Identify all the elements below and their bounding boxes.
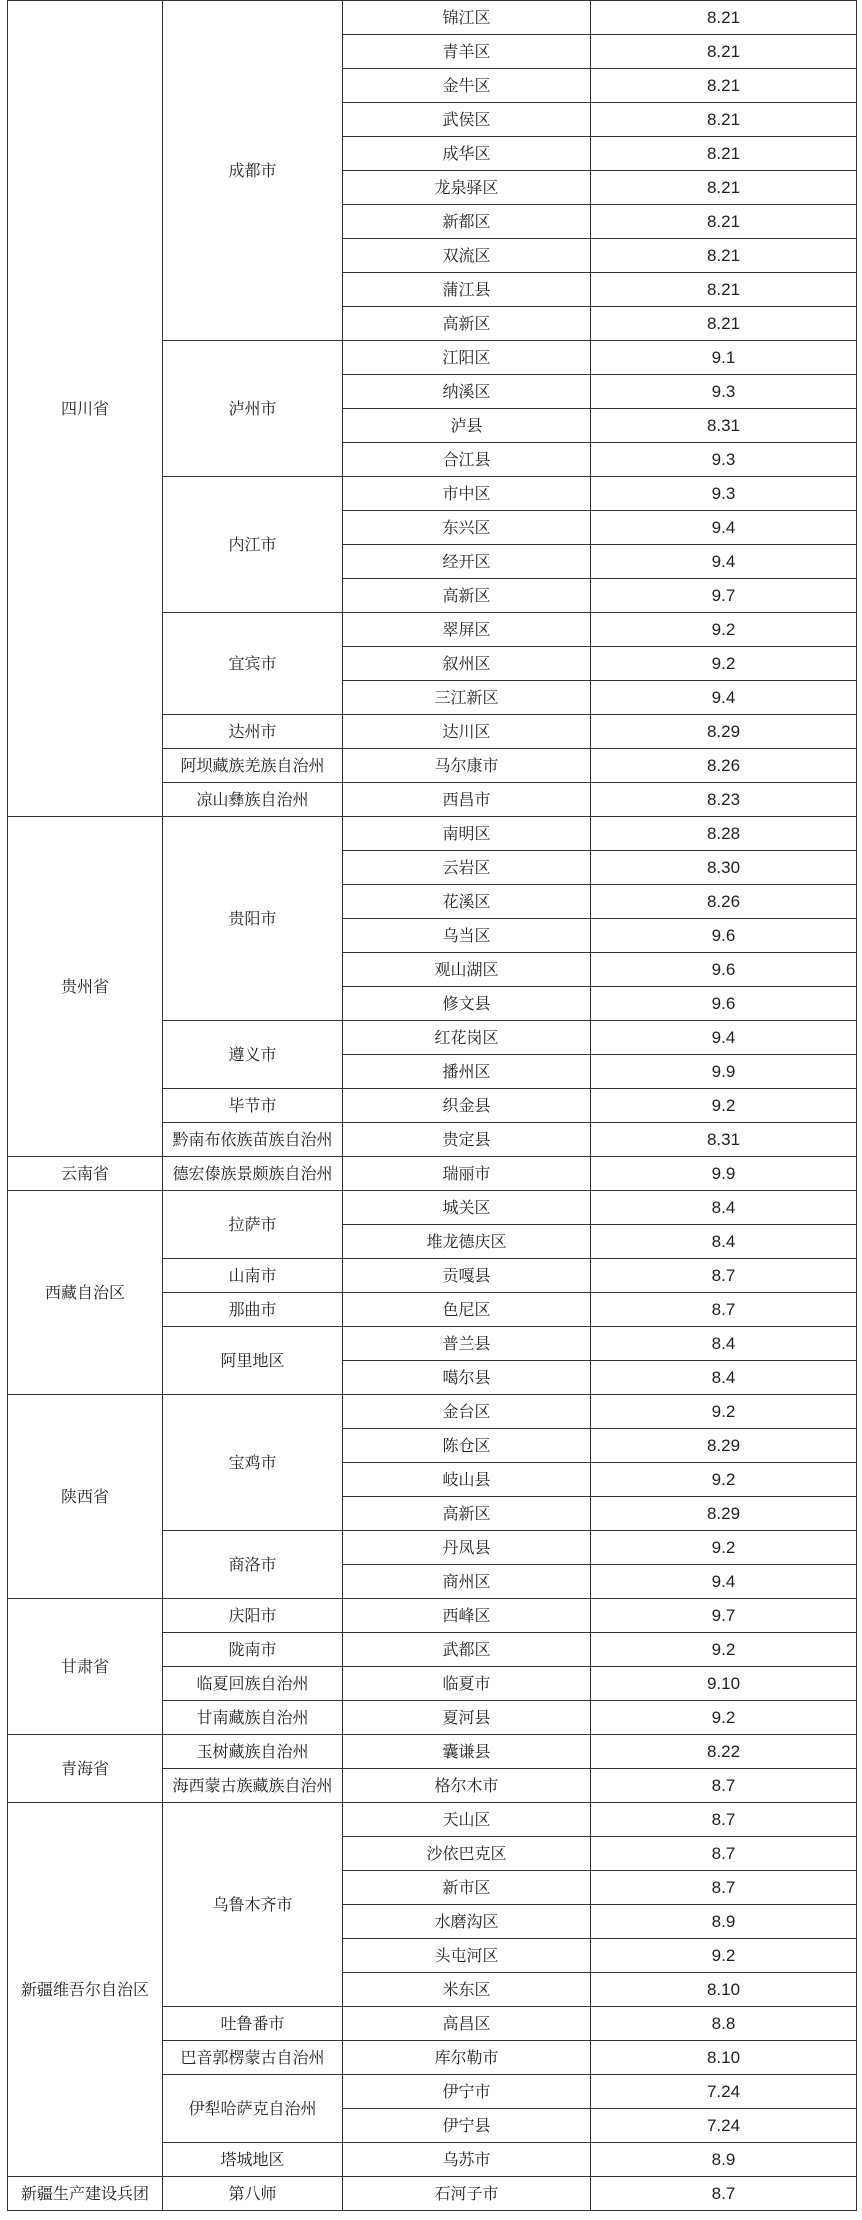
district-cell: 观山湖区 — [343, 953, 591, 987]
date-value-cell: 9.9 — [591, 1157, 857, 1191]
date-value-cell: 9.2 — [591, 1633, 857, 1667]
district-cell: 经开区 — [343, 545, 591, 579]
table-row — [8, 1599, 857, 1633]
city-cell: 第八师 — [163, 2177, 343, 2211]
date-value-cell: 8.21 — [591, 137, 857, 171]
district-cell: 红花岗区 — [343, 1021, 591, 1055]
date-value-cell: 8.7 — [591, 1259, 857, 1293]
district-cell: 泸县 — [343, 409, 591, 443]
city-cell: 临夏回族自治州 — [163, 1667, 343, 1701]
district-cell: 格尔木市 — [343, 1769, 591, 1803]
table-body — [8, 1, 857, 2211]
date-value-cell: 8.21 — [591, 239, 857, 273]
district-cell: 三江新区 — [343, 681, 591, 715]
date-value-cell: 8.21 — [591, 205, 857, 239]
date-value-cell: 9.2 — [591, 1089, 857, 1123]
district-cell: 高新区 — [343, 579, 591, 613]
city-cell: 遵义市 — [163, 1021, 343, 1089]
table-row — [8, 1803, 857, 1837]
date-value-cell: 9.2 — [591, 1701, 857, 1735]
district-cell: 马尔康市 — [343, 749, 591, 783]
data-table-container — [7, 0, 856, 2211]
district-cell: 武都区 — [343, 1633, 591, 1667]
district-cell: 新都区 — [343, 205, 591, 239]
table-row — [8, 1395, 857, 1429]
district-cell: 米东区 — [343, 1973, 591, 2007]
table-row — [8, 817, 857, 851]
district-cell: 龙泉驿区 — [343, 171, 591, 205]
city-cell: 宝鸡市 — [163, 1395, 343, 1531]
date-value-cell: 8.10 — [591, 2041, 857, 2075]
date-value-cell: 8.21 — [591, 171, 857, 205]
date-value-cell: 9.6 — [591, 953, 857, 987]
date-value-cell: 8.31 — [591, 1123, 857, 1157]
date-value-cell: 8.22 — [591, 1735, 857, 1769]
district-cell: 成华区 — [343, 137, 591, 171]
date-value-cell: 9.10 — [591, 1667, 857, 1701]
date-value-cell: 9.4 — [591, 681, 857, 715]
district-cell: 天山区 — [343, 1803, 591, 1837]
date-value-cell: 8.21 — [591, 1, 857, 35]
district-cell: 高新区 — [343, 307, 591, 341]
date-value-cell: 8.21 — [591, 69, 857, 103]
district-cell: 贵定县 — [343, 1123, 591, 1157]
district-cell: 瑞丽市 — [343, 1157, 591, 1191]
city-cell: 商洛市 — [163, 1531, 343, 1599]
city-cell: 吐鲁番市 — [163, 2007, 343, 2041]
city-cell: 达州市 — [163, 715, 343, 749]
date-value-cell: 8.4 — [591, 1225, 857, 1259]
date-value-cell: 8.9 — [591, 2143, 857, 2177]
date-value-cell: 9.2 — [591, 613, 857, 647]
date-value-cell: 7.24 — [591, 2075, 857, 2109]
date-value-cell: 8.4 — [591, 1327, 857, 1361]
city-cell: 泸州市 — [163, 341, 343, 477]
district-cell: 堆龙德庆区 — [343, 1225, 591, 1259]
date-value-cell: 8.4 — [591, 1191, 857, 1225]
date-value-cell: 8.7 — [591, 1803, 857, 1837]
district-cell: 江阳区 — [343, 341, 591, 375]
date-value-cell: 9.3 — [591, 477, 857, 511]
table-row — [8, 1, 857, 35]
district-cell: 临夏市 — [343, 1667, 591, 1701]
date-value-cell: 8.28 — [591, 817, 857, 851]
district-cell: 锦江区 — [343, 1, 591, 35]
district-cell: 岐山县 — [343, 1463, 591, 1497]
date-value-cell: 8.7 — [591, 1871, 857, 1905]
district-cell: 囊谦县 — [343, 1735, 591, 1769]
date-value-cell: 9.7 — [591, 579, 857, 613]
date-value-cell: 9.2 — [591, 647, 857, 681]
city-cell: 陇南市 — [163, 1633, 343, 1667]
date-value-cell: 9.3 — [591, 443, 857, 477]
date-value-cell: 8.7 — [591, 1837, 857, 1871]
province-cell: 甘肃省 — [8, 1599, 163, 1735]
date-value-cell: 9.4 — [591, 545, 857, 579]
table-row — [8, 1157, 857, 1191]
date-value-cell: 8.4 — [591, 1361, 857, 1395]
city-cell: 德宏傣族景颇族自治州 — [163, 1157, 343, 1191]
district-cell: 噶尔县 — [343, 1361, 591, 1395]
date-value-cell: 7.24 — [591, 2109, 857, 2143]
district-cell: 商州区 — [343, 1565, 591, 1599]
date-value-cell: 8.29 — [591, 1429, 857, 1463]
province-cell: 新疆生产建设兵团 — [8, 2177, 163, 2211]
district-cell: 高新区 — [343, 1497, 591, 1531]
date-value-cell: 9.3 — [591, 375, 857, 409]
date-value-cell: 8.7 — [591, 1293, 857, 1327]
district-cell: 青羊区 — [343, 35, 591, 69]
city-cell: 成都市 — [163, 1, 343, 341]
city-cell: 宜宾市 — [163, 613, 343, 715]
date-value-cell: 8.26 — [591, 885, 857, 919]
date-value-cell: 9.4 — [591, 1565, 857, 1599]
date-value-cell: 9.6 — [591, 919, 857, 953]
province-cell: 新疆维吾尔自治区 — [8, 1803, 163, 2177]
table-row — [8, 1191, 857, 1225]
date-value-cell: 9.1 — [591, 341, 857, 375]
date-value-cell: 9.2 — [591, 1395, 857, 1429]
city-cell: 巴音郭楞蒙古自治州 — [163, 2041, 343, 2075]
district-cell: 合江县 — [343, 443, 591, 477]
date-value-cell: 8.21 — [591, 273, 857, 307]
district-cell: 市中区 — [343, 477, 591, 511]
province-cell: 陕西省 — [8, 1395, 163, 1599]
district-cell: 蒲江县 — [343, 273, 591, 307]
region-date-table — [7, 0, 857, 2211]
date-value-cell: 9.9 — [591, 1055, 857, 1089]
date-value-cell: 8.9 — [591, 1905, 857, 1939]
province-cell: 青海省 — [8, 1735, 163, 1803]
city-cell: 玉树藏族自治州 — [163, 1735, 343, 1769]
district-cell: 叙州区 — [343, 647, 591, 681]
date-value-cell: 8.7 — [591, 1769, 857, 1803]
date-value-cell: 8.23 — [591, 783, 857, 817]
district-cell: 花溪区 — [343, 885, 591, 919]
date-value-cell: 9.6 — [591, 987, 857, 1021]
district-cell: 翠屏区 — [343, 613, 591, 647]
district-cell: 库尔勒市 — [343, 2041, 591, 2075]
district-cell: 武侯区 — [343, 103, 591, 137]
date-value-cell: 8.8 — [591, 2007, 857, 2041]
district-cell: 夏河县 — [343, 1701, 591, 1735]
date-value-cell: 8.10 — [591, 1973, 857, 2007]
date-value-cell: 9.4 — [591, 1021, 857, 1055]
city-cell: 阿里地区 — [163, 1327, 343, 1395]
city-cell: 毕节市 — [163, 1089, 343, 1123]
table-row — [8, 1735, 857, 1769]
city-cell: 甘南藏族自治州 — [163, 1701, 343, 1735]
district-cell: 普兰县 — [343, 1327, 591, 1361]
date-value-cell: 9.2 — [591, 1531, 857, 1565]
city-cell: 山南市 — [163, 1259, 343, 1293]
date-value-cell: 8.29 — [591, 1497, 857, 1531]
district-cell: 贡嘎县 — [343, 1259, 591, 1293]
date-value-cell: 9.2 — [591, 1463, 857, 1497]
city-cell: 黔南布依族苗族自治州 — [163, 1123, 343, 1157]
district-cell: 金台区 — [343, 1395, 591, 1429]
district-cell: 播州区 — [343, 1055, 591, 1089]
district-cell: 云岩区 — [343, 851, 591, 885]
province-cell: 贵州省 — [8, 817, 163, 1157]
date-value-cell: 8.7 — [591, 2177, 857, 2211]
city-cell: 拉萨市 — [163, 1191, 343, 1259]
district-cell: 纳溪区 — [343, 375, 591, 409]
province-cell: 四川省 — [8, 1, 163, 817]
city-cell: 凉山彝族自治州 — [163, 783, 343, 817]
province-cell: 云南省 — [8, 1157, 163, 1191]
date-value-cell: 8.21 — [591, 307, 857, 341]
date-value-cell: 9.4 — [591, 511, 857, 545]
district-cell: 南明区 — [343, 817, 591, 851]
district-cell: 丹凤县 — [343, 1531, 591, 1565]
district-cell: 织金县 — [343, 1089, 591, 1123]
city-cell: 乌鲁木齐市 — [163, 1803, 343, 2007]
district-cell: 城关区 — [343, 1191, 591, 1225]
city-cell: 伊犁哈萨克自治州 — [163, 2075, 343, 2143]
district-cell: 石河子市 — [343, 2177, 591, 2211]
district-cell: 西峰区 — [343, 1599, 591, 1633]
city-cell: 塔城地区 — [163, 2143, 343, 2177]
district-cell: 水磨沟区 — [343, 1905, 591, 1939]
district-cell: 高昌区 — [343, 2007, 591, 2041]
district-cell: 新市区 — [343, 1871, 591, 1905]
city-cell: 海西蒙古族藏族自治州 — [163, 1769, 343, 1803]
district-cell: 达川区 — [343, 715, 591, 749]
district-cell: 修文县 — [343, 987, 591, 1021]
table-row — [8, 2177, 857, 2211]
date-value-cell: 8.26 — [591, 749, 857, 783]
district-cell: 双流区 — [343, 239, 591, 273]
date-value-cell: 8.21 — [591, 35, 857, 69]
district-cell: 乌当区 — [343, 919, 591, 953]
district-cell: 色尼区 — [343, 1293, 591, 1327]
district-cell: 陈仓区 — [343, 1429, 591, 1463]
district-cell: 东兴区 — [343, 511, 591, 545]
date-value-cell: 9.7 — [591, 1599, 857, 1633]
district-cell: 沙依巴克区 — [343, 1837, 591, 1871]
city-cell: 阿坝藏族羌族自治州 — [163, 749, 343, 783]
district-cell: 乌苏市 — [343, 2143, 591, 2177]
district-cell: 金牛区 — [343, 69, 591, 103]
district-cell: 西昌市 — [343, 783, 591, 817]
city-cell: 庆阳市 — [163, 1599, 343, 1633]
district-cell: 头屯河区 — [343, 1939, 591, 1973]
city-cell: 那曲市 — [163, 1293, 343, 1327]
city-cell: 贵阳市 — [163, 817, 343, 1021]
date-value-cell: 8.31 — [591, 409, 857, 443]
province-cell: 西藏自治区 — [8, 1191, 163, 1395]
date-value-cell: 8.21 — [591, 103, 857, 137]
city-cell: 内江市 — [163, 477, 343, 613]
district-cell: 伊宁县 — [343, 2109, 591, 2143]
date-value-cell: 8.29 — [591, 715, 857, 749]
date-value-cell: 8.30 — [591, 851, 857, 885]
date-value-cell: 9.2 — [591, 1939, 857, 1973]
district-cell: 伊宁市 — [343, 2075, 591, 2109]
